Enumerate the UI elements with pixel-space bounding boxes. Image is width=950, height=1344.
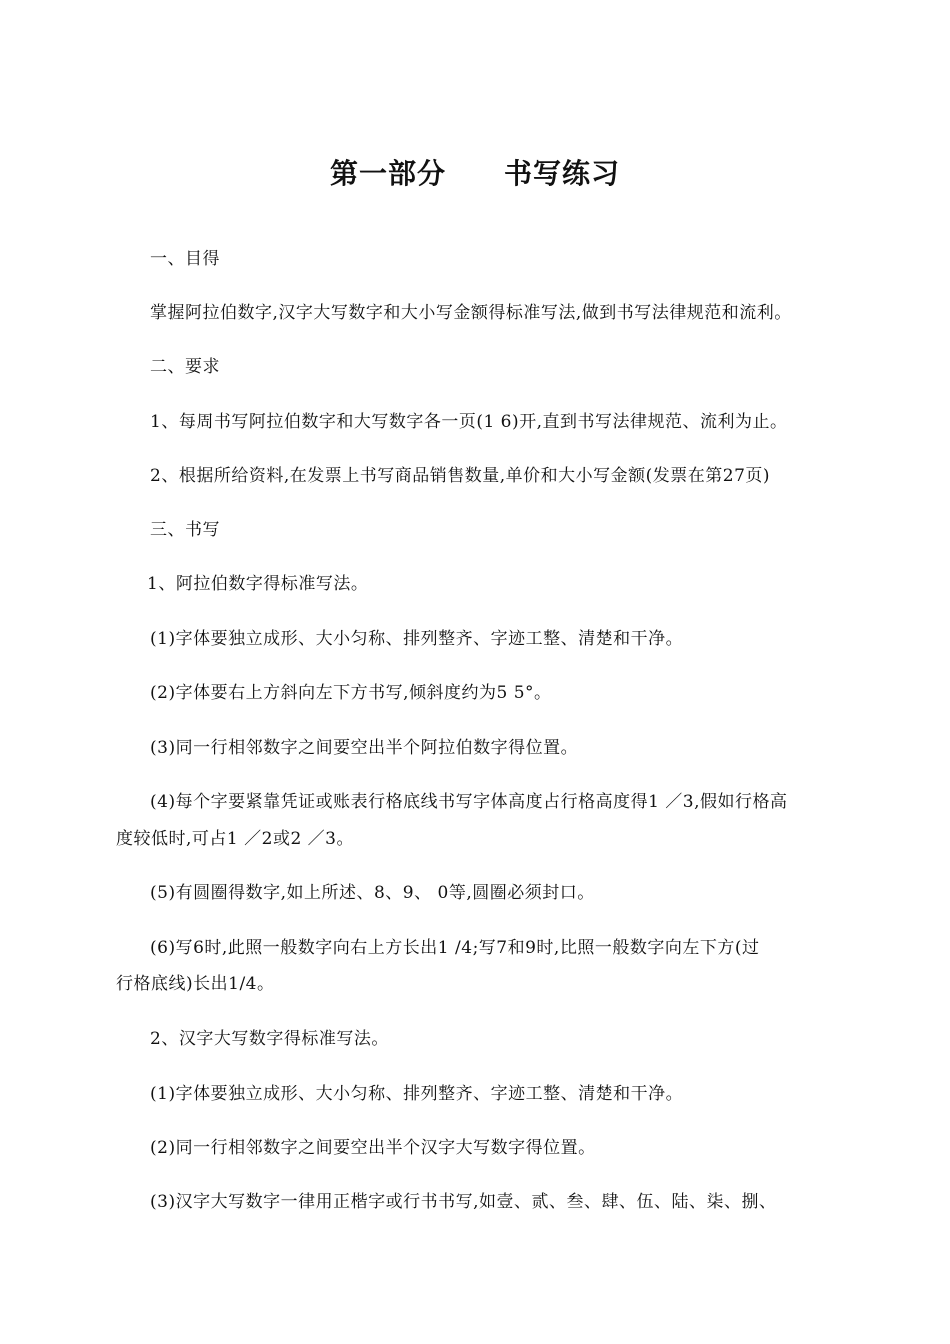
arabic-rule-6: (6)写6时,此照一般数字向右上方长出1 /4;写7和9时,比照一般数字向左下方(过 (150, 938, 760, 958)
arabic-rule-4-cont: 度较低时,可占1 ／2或2 ／3。 (116, 829, 354, 849)
subheading-arabic: 1、阿拉伯数字得标准写法。 (147, 574, 369, 594)
purpose-text: 掌握阿拉伯数字,汉字大写数字和大小写金额得标准写法,做到书写法律规范和流利。 (150, 303, 792, 323)
arabic-rule-6-cont: 行格底线)长出1/4。 (116, 974, 275, 994)
requirement-item-2: 2、根据所给资料,在发票上书写商品销售数量,单价和大小写金额(发票在第27页) (150, 466, 771, 486)
arabic-rule-1: (1)字体要独立成形、大小匀称、排列整齐、字迹工整、清楚和干净。 (150, 629, 684, 649)
section-heading-requirements: 二、要求 (150, 357, 220, 377)
arabic-rule-3: (3)同一行相邻数字之间要空出半个阿拉伯数字得位置。 (150, 738, 579, 758)
arabic-rule-2: (2)字体要右上方斜向左下方书写,倾斜度约为5 5°。 (150, 683, 552, 703)
subheading-chinese: 2、汉字大写数字得标准写法。 (150, 1029, 389, 1049)
page-title: 第一部分 书写练习 (329, 157, 620, 190)
chinese-rule-2: (2)同一行相邻数字之间要空出半个汉字大写数字得位置。 (150, 1138, 596, 1158)
section-heading-writing: 三、书写 (150, 520, 220, 540)
requirement-item-1: 1、每周书写阿拉伯数字和大写数字各一页(1 6)开,直到书写法律规范、流利为止。 (150, 412, 788, 432)
section-heading-purpose: 一、目得 (150, 249, 220, 269)
arabic-rule-4: (4)每个字要紧靠凭证或账表行格底线书写字体高度占行格高度得1 ／3,假如行格高 (150, 792, 788, 812)
chinese-rule-1: (1)字体要独立成形、大小匀称、排列整齐、字迹工整、清楚和干净。 (150, 1084, 684, 1104)
arabic-rule-5: (5)有圆圈得数字,如上所述、8、9、 0等,圆圈必须封口。 (150, 883, 595, 903)
chinese-rule-3: (3)汉字大写数字一律用正楷字或行书书写,如壹、贰、叁、肆、伍、陆、柒、捌、 (150, 1192, 777, 1212)
